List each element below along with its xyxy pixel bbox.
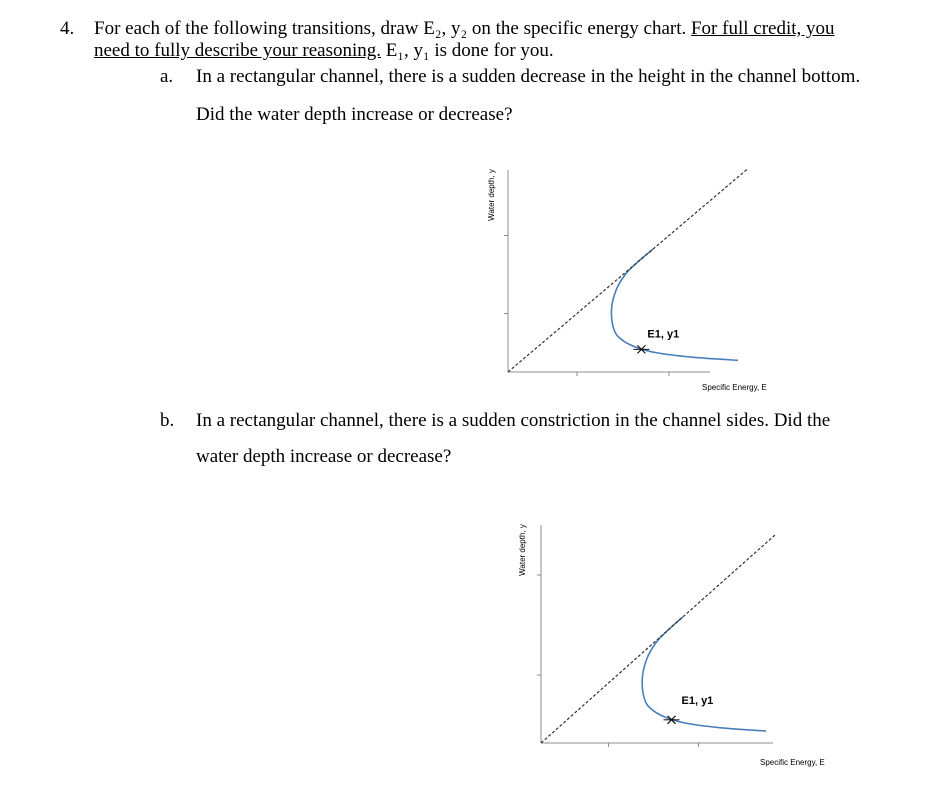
- part-b-letter: b.: [160, 410, 175, 431]
- prompt-underlined-2: need to fully describe your reasoning.: [94, 40, 382, 61]
- specific-energy-curve: [642, 617, 766, 731]
- asymptote-line-dashed: [541, 535, 775, 743]
- question-prompt: [94, 18, 924, 62]
- chart-b-series: [541, 535, 775, 743]
- asymptote-line-dashed: [508, 169, 747, 372]
- chart-a-xlabel: Specific Energy, E: [702, 383, 767, 392]
- part-b-line1: In a rectangular channel, there is a sudden constriction in the channel sides. Did the: [196, 410, 831, 431]
- chart-b-point-label: E1, y1: [681, 694, 714, 707]
- prompt-suffix: E₁, y₁ is done for you.: [381, 40, 554, 61]
- chart-a-point-label: E1, y1: [647, 328, 680, 341]
- chart-b-ylabel: Water depth, y: [518, 524, 527, 576]
- chart-b-xlabel: Specific Energy, E: [760, 758, 825, 767]
- chart-a-ylabel: Water depth, y: [487, 169, 496, 221]
- part-a-letter: a.: [160, 66, 174, 87]
- part-a-line1: In a rectangular channel, there is a sudden decrease in the height in the channel bottom.: [196, 66, 861, 87]
- specific-energy-chart-b: [505, 505, 860, 775]
- specific-energy-curve: [611, 249, 738, 360]
- question-number: 4.: [60, 18, 75, 39]
- part-b-line2: water depth increase or decrease?: [196, 446, 452, 467]
- chart-a-axes: [504, 170, 710, 376]
- part-a-line2: Did the water depth increase or decrease?: [196, 104, 513, 125]
- prompt-prefix: For each of the following transitions, draw E₂, y₂ on the specific energy chart.: [94, 18, 691, 39]
- prompt-underlined-1: For full credit, you: [690, 18, 835, 39]
- chart-b-axes: [537, 525, 773, 747]
- chart-a-series: [508, 169, 747, 372]
- specific-energy-chart-a: [470, 150, 800, 400]
